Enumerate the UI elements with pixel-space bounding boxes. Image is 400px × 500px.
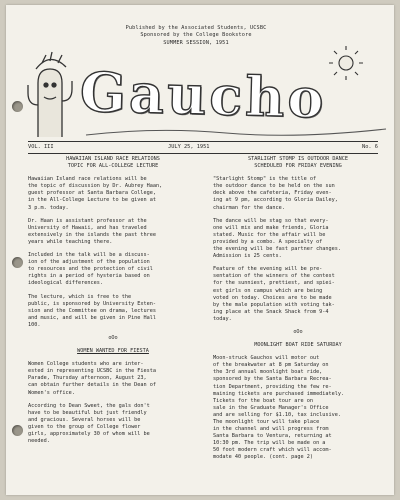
- cactus-figure-icon: [28, 52, 72, 137]
- headline-race-relations: HAWAIIAN ISLAND RACE RELATIONS TOPIC FOR ALL-COLLEGE LECTURE: [66, 156, 160, 170]
- publisher-line: Published by the Associated Students, UCSBC: [125, 25, 267, 31]
- issue-date: JULY 25, 1951: [168, 144, 210, 150]
- newspaper-page: [6, 5, 394, 495]
- right-column: [213, 156, 383, 462]
- top-rule: [28, 141, 378, 142]
- headline-boat-ride: MOONLIGHT BOAT RIDE SATURDAY: [254, 342, 342, 349]
- paragraph: Hawaiian Island race relations will be the topic of discussion by Dr. Aubrey Haan, guest professor at Santa Barbara College, in the All-College Lecture to be given at 3 p.m. today.: [28, 176, 163, 211]
- headline-starlight-stomp: STARLIGHT STOMP IS OUTDOOR DANCE SCHEDULED FOR FRIDAY EVENING: [248, 156, 348, 170]
- paragraph: Women College students who are inter- ested in representing UCSBC in the Fiesta Parade, Thursday afternoon, August 23, can obtain further details in the Dean of Women's office.: [28, 361, 157, 396]
- publisher-line: SUMMER SESSION, 1951: [163, 39, 229, 46]
- paragraph: "Starlight Stomp" is the title of the outdoor dance to be held on the sun deck above the cafeteria, Friday even- ing at 9 pm, according to Gloria Dailey, chairman for the dance.: [213, 176, 338, 211]
- publisher-line: Sponsored by the College Bookstore: [140, 32, 252, 39]
- paragraph: Included in the talk will be a discuss- ion of the adjustment of the population to resources and the protection of civil rights in a period of hysteria based on ideological differences.: [28, 252, 153, 287]
- separator: oOo: [108, 334, 118, 341]
- issue-line: [28, 143, 378, 152]
- masthead-title: Gaucho: [79, 59, 328, 131]
- masthead: [16, 45, 396, 140]
- paragraph: Dr. Haan is assistant professor at the University of Hawaii, and has traveled extensively in the islands the past three years while teaching there.: [28, 217, 157, 245]
- paragraph: Moon-struck Gauchos will motor out of the breakwater at 8 pm Saturday on the 3rd annual moonlight boat ride, sponsored by the Santa Barbara Recrea- tion Department, providing the few re- maining tickets are purchased immediately. Tickets for the boat tour are on sale in the Graduate Manager's Office and are selling for $1.10, tax inclusive. The moonlight tour will take place in the channel and will progress from Santa Barbara to Ventura, returning at 10:30 pm. The trip will be made on a 50 foot modern craft which will accom- modate 40 people. (cont. page 2): [213, 355, 345, 461]
- binder-hole: [12, 257, 23, 268]
- paragraph: The dance will be stag so that every- one will mix and make friends, Gloria stated. Music for the affair will be provided by a combo. A specialty of the evening will be fast partner changes. Admission is 25 cents.: [213, 217, 342, 260]
- binder-hole: [12, 425, 23, 436]
- headline-women-fiesta: WOMEN WANTED FOR FIESTA: [77, 348, 149, 355]
- left-column: [28, 156, 198, 445]
- separator: oOo: [293, 328, 303, 335]
- paragraph: The lecture, which is free to the public, is sponsored by University Exten- sion and the Committee on drama, lectures and music, and will be given in Pine Hall 100.: [28, 293, 157, 328]
- bottom-rule: [28, 153, 378, 154]
- volume: VOL. III: [28, 144, 54, 150]
- issue-number: No. 6: [362, 144, 378, 150]
- paragraph: Feature of the evening will be pre- sentation of the winners of the contest for the sunniest, prettiest, and spiei- est girls on campus which are being voted on today. Choices are to be made by the male population with voting tak- ing place at the Snack Shack from 9-4 today.: [213, 266, 335, 322]
- publisher-info: [96, 25, 296, 47]
- flourish-line: [86, 129, 386, 135]
- sun-icon: [329, 46, 363, 80]
- paragraph: According to Dean Sweet, the gals don't have to be beautiful but just friendly and gracious. Several horses will be given to the group of College flower girls, approximately 30 of whom will be needed.: [28, 402, 150, 445]
